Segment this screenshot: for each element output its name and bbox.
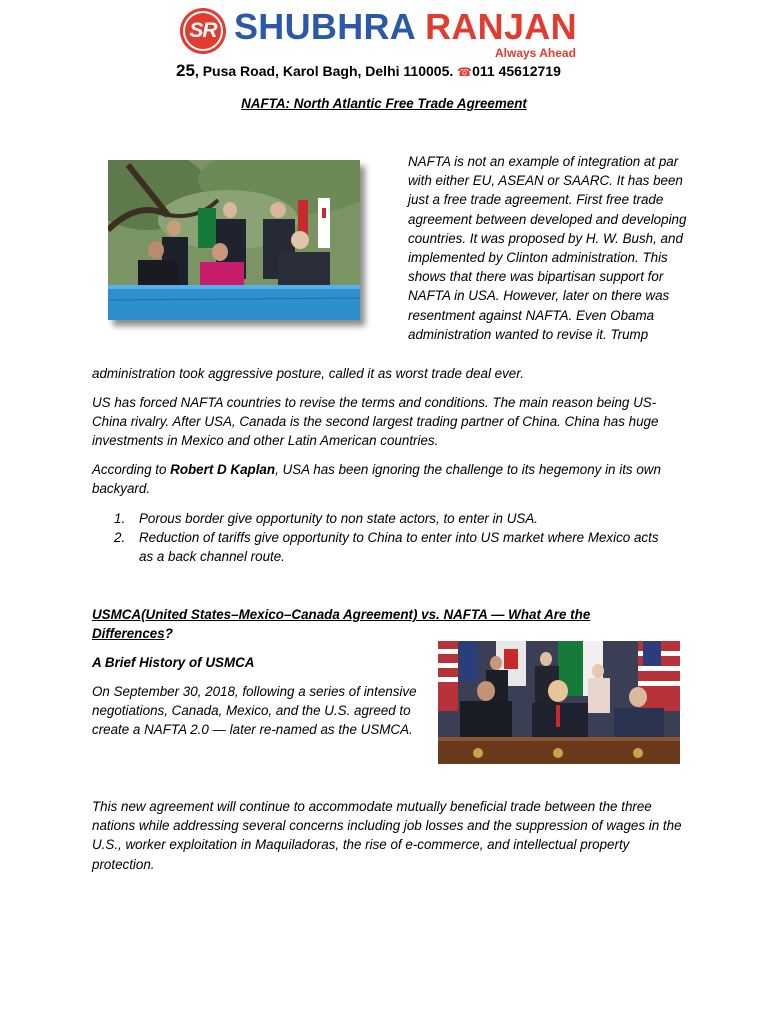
section-heading-tail: ? [164,626,173,642]
section-heading-usmca [92,605,652,643]
list-item-text: Porous border give opportunity to non state actors, to enter in USA. [139,511,538,526]
kaplan-name: Robert D Kaplan [170,462,276,477]
list-item-number: 2. [114,530,126,546]
document-title: NAFTA: North Atlantic Free Trade Agreement [241,96,527,111]
paragraph-kaplan [92,460,682,498]
usmca-signing-photo [438,641,680,764]
paragraph-new-agreement: This new agreement will continue to accommodate mutually beneficial trade between the three nations while addressing several concerns including job losses and the suppression of wages in the U.S., worker exploitation in Maquiladoras, the rise of e-commerce, and intellectual property protection. [92,799,682,872]
brand-tagline: Always Ahead [495,46,576,60]
sub-heading-history: A Brief History of USMCA [92,655,255,670]
logo-badge-icon [180,8,226,54]
paragraph-us-china-rivalry: US has forced NAFTA countries to revise the terms and conditions. The main reason being US-China rivalry. After USA, Canada is the second largest trading partner of China. China has huge investments in Mexico and other Latin American countries. [92,395,659,449]
list-item [114,509,674,528]
brand-name [234,6,577,48]
address-line [176,61,561,81]
phone-number: 011 45612719 [472,63,561,79]
nafta-signing-photo [108,160,360,320]
list-item [114,528,674,566]
kaplan-text-before: According to [92,462,171,477]
paragraph-nafta-intro: NAFTA is not an example of integration at par with either EU, ASEAN or SAARC. It has been just a free trade agreement. First free trade agreement between developed and developing countries. It was proposed by H. W. Bush, and implemented by Clinton administration. This shows that there was bipartisan support for NAFTA in USA. However, later on there was resentment against NAFTA. Even Obama administration wanted to revise it. Trump [408,154,687,342]
numbered-list [114,509,674,567]
brand-first-word: SHUBHRA [234,6,415,47]
address-number: 25 [176,61,195,80]
list-item-text: Reduction of tariffs give opportunity to China to enter into US market where Mexico acts as a back channel route. [139,530,659,565]
paragraph-usmca-history: On September 30, 2018, following a series of intensive negotiations, Canada, Mexico, and the U.S. agreed to create a NAFTA 2.0 — later re-named as the USMCA. [92,684,417,738]
logo-monogram: SR [189,19,217,42]
section-heading-text: USMCA(United States–Mexico–Canada Agreement) vs. NAFTA — What Are the Differences [92,607,591,642]
paragraph-nafta-intro-continued: administration took aggressive posture, called it as worst trade deal ever. [92,366,524,381]
kaplan-text-after: , USA has been ignoring the challenge to its hegemony in its own backyard. [92,462,661,497]
telephone-icon: ☎ [457,65,473,79]
address-text: , Pusa Road, Karol Bagh, Delhi 110005. [194,63,454,79]
list-item-number: 1. [114,511,126,526]
brand-second-word: RANJAN [425,6,577,47]
